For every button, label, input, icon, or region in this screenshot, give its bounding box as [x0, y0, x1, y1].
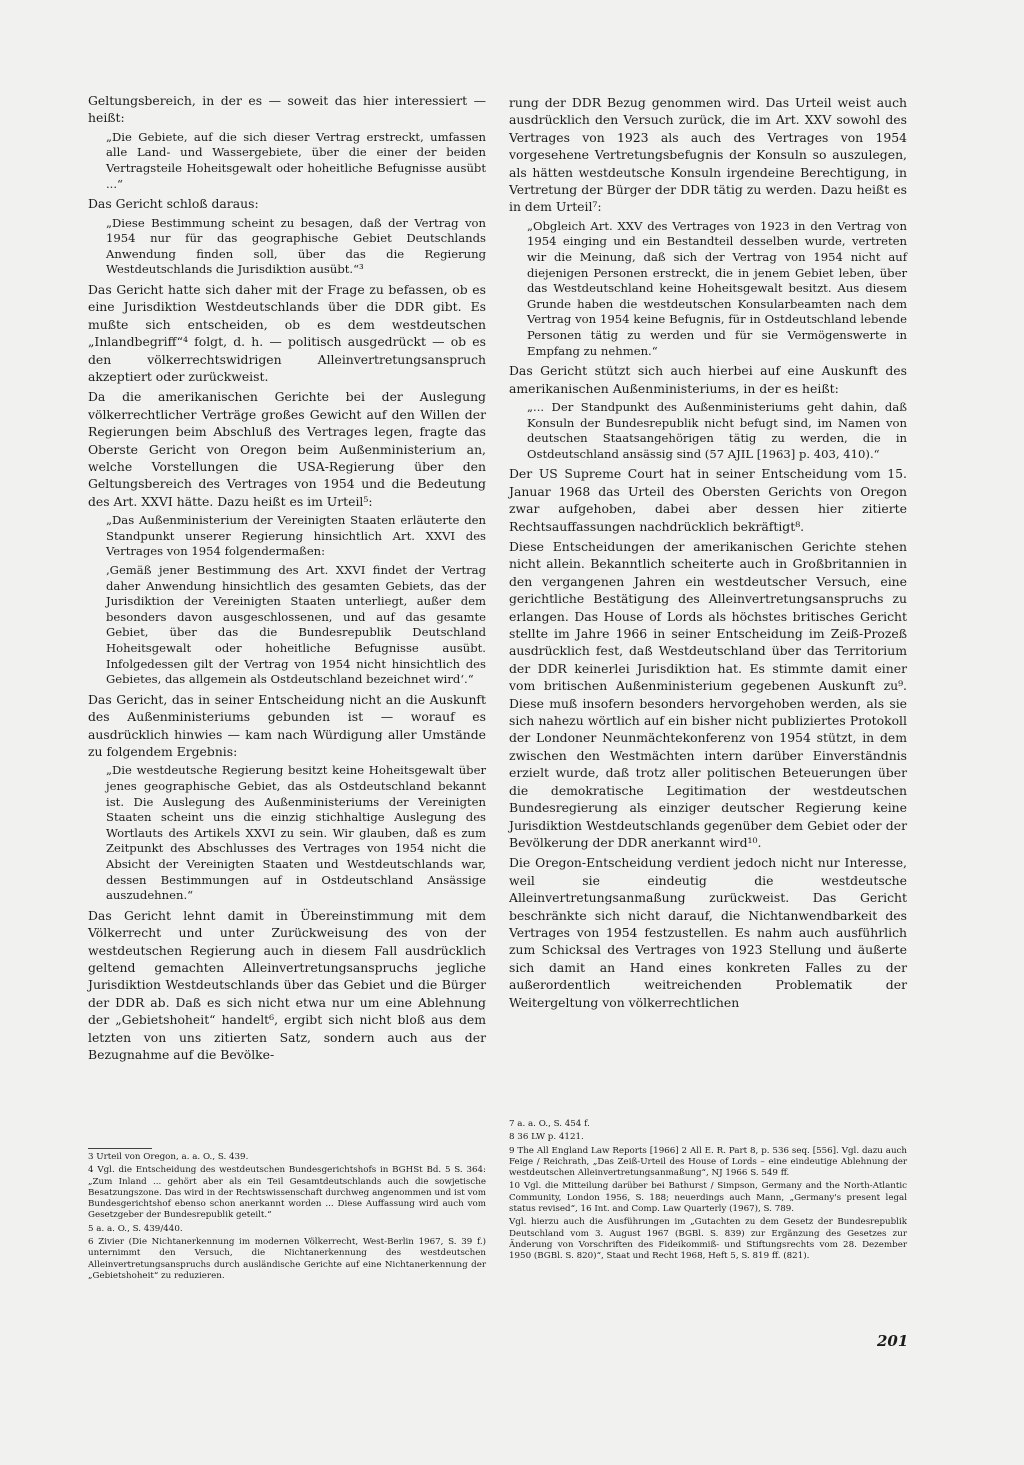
paragraph: Da die amerikanischen Gerichte bei der Auslegung völkerrechtlicher Verträge großes Gewicht auf den Willen der Regierungen beim Abschluß des Vertrages legen, fragte das Oberste Gericht von Oregon beim Außenministerium an, welche Vorstellungen die USA-Regierung über den Geltungsbereich des Vertrages von 1954 und die Bedeutung des Art. XXVI hätte. Dazu heißt es im Urteil⁵:: [88, 389, 486, 509]
block-quote: „... Der Standpunkt des Außenministeriums geht dahin, daß Konsuln der Bundesrepublik nicht befugt sind, im Namen von deutschen Staatsangehörigen tätig zu werden, die in Ostdeutschland ansässig sind (57 AJIL [1963] p. 403, 410).“: [527, 400, 907, 461]
block-quote: „Die westdeutsche Regierung besitzt keine Hoheitsgewalt über jenes geographische Gebiet, das als Ostdeutschland bekannt ist. Die Auslegung des Außenministeriums der Vereinigten Staaten scheint uns die einzig stichhaltige Auslegung des Wortlauts des Artikels XXVI zu sein. Wir glauben, daß es zum Zeitpunkt des Abschlusses des Vertrages von 1954 nicht die Absicht der Vereinigten Staaten und Westdeutschlands war, dessen Bestimmungen auf in Ostdeutschland Ansässige auszudehnen.“: [106, 763, 486, 903]
footnote: 4 Vgl. die Entscheidung des westdeutschen Bundesgerichtshofs in BGHSt Bd. 5 S. 364: „Zum Inland ... gehört aber als ein Teil Gesamtdeutschlands auch die sowjetische Besatzungszone. Das wird in der Rechtswissenschaft durchweg angenommen und ist vom Bundesgerichtshof ebenso schon anerkannt worden ... Diese Auffassung wird auch vom Gesetzgeber der Bundesrepublik geteilt.“: [88, 1165, 486, 1221]
block-quote: „Obgleich Art. XXV des Vertrages von 1923 in den Vertrag von 1954 einging und ein Bestandteil desselben wurde, vertreten wir die Meinung, daß sich der Vertrag von 1954 nicht auf diejenigen Personen erstreckt, die in jenem Gebiet leben, über das Westdeutschland keine Hoheitsgewalt besitzt. Aus diesem Grunde haben die westdeutschen Konsularbeamten nach dem Vertrag von 1954 keine Befugnis, für in Ostdeutschland lebende Personen tätig zu werden und für sie Vermögenswerte in Empfang zu nehmen.“: [527, 218, 907, 358]
block-quote: „Die Gebiete, auf die sich dieser Vertrag erstreckt, umfassen alle Land- und Wassergebiete, über die einer der beiden Vertragsteile Hoheitsgewalt oder hoheitliche Befugnisse ausübt ...“: [106, 129, 486, 191]
paragraph: Das Gericht lehnt damit in Übereinstimmung mit dem Völkerrecht und unter Zurückweisung des von der westdeutschen Regierung auch in diesem Fall ausdrücklich geltend gemachten Alleinvertretungsanspruchs jegliche Jurisdiktion Westdeutschlands über das Gebiet und die Bürger der DDR ab. Daß es sich nicht etwa nur um eine Ablehnung der „Gebietshoheit“ handelt⁶, ergibt sich nicht bloß aus dem letzten von uns zitierten Satz, sondern auch aus der Bezugnahme auf die Bevölke-: [88, 907, 486, 1062]
footnote: 8 36 LW p. 4121.: [509, 1132, 584, 1143]
paragraph: Das Gericht, das in seiner Entscheidung nicht an die Auskunft des Außenministeriums gebunden ist — worauf es ausdrücklich hinwies — kam nach Würdigung aller Umstände zu folgendem Ergebnis:: [88, 691, 486, 759]
block-quote: ‚Gemäß jener Bestimmung des Art. XXVI findet der Vertrag daher Anwendung hinsichtlich des gesamten Gebiets, das der Jurisdiktion der Vereinigten Staaten unterliegt, außer dem besonders davon ausgeschlossenen, und auf das gesamte Gebiet, über das die Bundesrepublik Deutschland Hoheitsgewalt oder hoheitliche Befugnisse ausübt. Infolgedessen gilt der Vertrag von 1954 nicht hinsichtlich des Gebietes, das allgemein als Ostdeutschland bezeichnet wird‘.“: [106, 563, 486, 687]
footnote: 3 Urteil von Oregon, a. a. O., S. 439.: [88, 1152, 249, 1162]
footnote: 10 Vgl. die Mitteilung darüber bei Bathurst / Simpson, Germany and the North-Atlantic Community, London 1956, S. 188; neuerdings auch Mann, „Germany's present legal status revised“, 16 Int. and Comp. Law Quarterly (1967), S. 789.: [509, 1181, 907, 1215]
block-quote: „Das Außenministerium der Vereinigten Staaten erläuterte den Standpunkt unserer Regierung hinsichtlich Art. XXVI des Vertrages von 1954 folgendermaßen:: [106, 513, 486, 559]
right-column: [509, 94, 907, 1014]
paragraph: Der US Supreme Court hat in seiner Entscheidung vom 15. Januar 1968 das Urteil des Obersten Gerichts von Oregon zwar aufgehoben, dabei aber dessen hier zitierte Rechtsauffassungen nachdrücklich bekräftigt⁸.: [509, 466, 907, 534]
footnote: 6 Zivier (Die Nichtanerkennung im modernen Völkerrecht, West-Berlin 1967, S. 39 f.) unternimmt den Versuch, die Nichtanerkennung des westdeutschen Alleinvertretungsanspruchs durch ausländische Gerichte auf eine Nichtanerkennung der „Gebietshoheit“ zu reduzieren.: [88, 1237, 486, 1281]
footnotes-left: [88, 1148, 486, 1284]
footnotes-right: [509, 1119, 907, 1265]
left-column: [88, 92, 486, 1066]
footnote: 7 a. a. O., S. 454 f.: [509, 1119, 590, 1129]
paragraph: Geltungsbereich, in der es — soweit das hier interessiert — heißt:: [88, 93, 486, 126]
block-quote: „Diese Bestimmung scheint zu besagen, daß der Vertrag von 1954 nur für das geographische Gebiet Deutschlands Anwendung finden soll, über das die Regierung Westdeutschlands die Jurisdiktion ausübt.“³: [106, 215, 486, 277]
paragraph: Diese Entscheidungen der amerikanischen Gerichte stehen nicht allein. Bekanntlich scheiterte auch in Großbritannien in den vergangenen Jahren ein westdeutscher Versuch, eine gerichtliche Bestätigung des Alleinvertretungsanspruchs zu erlangen. Das House of Lords als höchstes britisches Gericht stellte im Jahre 1966 in seiner Entscheidung im Zeiß-Prozeß ausdrücklich fest, daß Westdeutschland über das Territorium der DDR keinerlei Jurisdiktion hat. Es stimmte damit einer vom britischen Außenministerium gegebenen Auskunft zu⁹. Diese muß insofern besonders hervorgehoben werden, als sie sich nahezu wörtlich auf ein bisher nicht publiziertes Protokoll der Londoner Neunmächtekonferenz von 1954 stützt, in dem zwischen den Westmächten intern darüber Einverständnis erzielt wurde, daß trotz aller politischen Beteuerungen über die demokratische Legitimation der westdeutschen Bundesregierung als einziger deutscher Regierung keine Jurisdiktion Westdeutschlands gegenüber dem Gebiet oder der Bevölkerung der DDR anerkannt wird¹⁰.: [509, 539, 907, 850]
page-number: 201: [877, 1332, 909, 1350]
footnote-rule: [88, 1148, 152, 1149]
paragraph: Das Gericht stützt sich auch hierbei auf eine Auskunft des amerikanischen Außenministeriums, in der es heißt:: [509, 363, 907, 396]
footnote: 5 a. a. O., S. 439/440.: [88, 1223, 183, 1234]
footnote: Vgl. hierzu auch die Ausführungen im „Gutachten zu dem Gesetz der Bundesrepublik Deutschland vom 3. August 1967 (BGBl. S. 839) zur Ergänzung des Gesetzes zur Änderung von Vorschriften des Fideikommiß- und Stiftungsrechts vom 28. Dezember 1950 (BGBl. S. 820)“, Staat und Recht 1968, Heft 5, S. 819 ff. (821).: [509, 1217, 907, 1262]
paragraph: rung der DDR Bezug genommen wird. Das Urteil weist auch ausdrücklich den Versuch zurück, die im Art. XXV sowohl des Vertrages von 1923 als auch des Vertrages von 1954 vorgesehene Vertretungsbefugnis der Konsuln so auszulegen, als hätten westdeutsche Konsuln irgendeine Berechtigung, in Vertretung der Bürger der DDR tätig zu werden. Dazu heißt es in dem Urteil⁷:: [509, 95, 907, 215]
footnote: 9 The All England Law Reports [1966] 2 All E. R. Part 8, p. 536 seq. [556]. Vgl. dazu auch Feige / Reichrath, „Das Zeiß-Urteil des House of Lords – eine eindeutige Ablehnung der westdeutschen Alleinvertretungsanmaßung“, NJ 1966 S. 549 ff.: [509, 1145, 907, 1179]
paragraph: Das Gericht hatte sich daher mit der Frage zu befassen, ob es eine Jurisdiktion Westdeutschlands über die DDR gibt. Es mußte sich entscheiden, ob es dem westdeutschen „Inlandbegriff“⁴ folgt, d. h. — politisch ausgedrückt — ob es den völkerrechtswidrigen Alleinvertretungsanspruch akzeptiert oder zurückweist.: [88, 281, 486, 384]
paragraph: Das Gericht schloß daraus:: [88, 196, 259, 212]
paragraph: Die Oregon-Entscheidung verdient jedoch nicht nur Interesse, weil sie eindeutig die westdeutsche Alleinvertretungsanmaßung zurückweist. Das Gericht beschränkte sich nicht darauf, die Nichtanwendbarkeit des Vertrages von 1954 festzustellen. Es nahm auch ausführlich zum Schicksal des Vertrages von 1923 Stellung und äußerte sich damit an Hand eines konkreten Falles zu der außerordentlich weitreichenden Problematik der Weitergeltung von völkerrechtlichen: [509, 855, 907, 1010]
